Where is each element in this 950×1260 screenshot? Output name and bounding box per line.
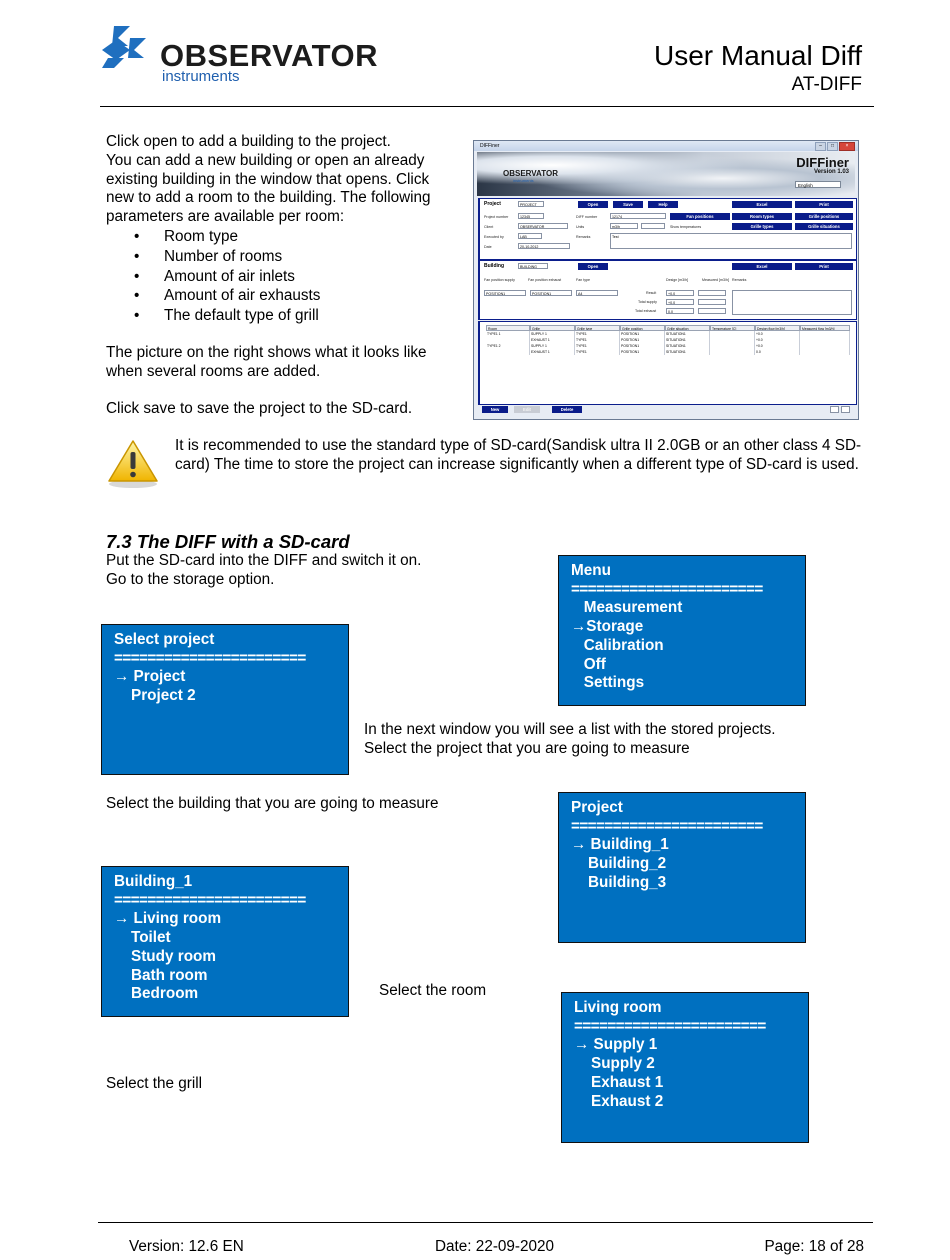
section-intro-line: Go to the storage option. [106, 571, 275, 588]
fan-supply-select[interactable]: POSITION1 [484, 290, 526, 296]
result-label: Total exhaust [635, 309, 657, 313]
grid-cell [710, 349, 755, 355]
screen-separator: ======================= [114, 649, 306, 667]
picture-note [106, 344, 466, 382]
diffiner-screenshot [473, 140, 859, 420]
grid-cell: +0.0 [755, 331, 800, 337]
picture-note-line: when several rooms are added. [106, 362, 321, 380]
select-building-note: Select the building that you are going to measure [106, 795, 439, 812]
scroll-left-icon[interactable] [830, 406, 839, 413]
grid-cell [486, 349, 530, 355]
maximize-icon[interactable]: □ [827, 142, 838, 151]
remarks-field[interactable]: Test [610, 233, 852, 249]
rooms-grid [478, 321, 857, 405]
grid-cell: TYPE1 [575, 343, 620, 349]
menu-item[interactable]: Exhaust 1 [574, 1073, 664, 1091]
screen-title: Menu [571, 562, 611, 579]
date-field[interactable]: 20-10-2012 [518, 243, 570, 249]
grid-header: Grille position [620, 325, 665, 331]
grid-header: Measured flow [m3/h] [800, 325, 850, 331]
building-section-label: Building [484, 263, 504, 269]
window-title: DIFFiner [480, 143, 500, 149]
device-screen-select-project [101, 624, 349, 775]
intro-line: new to add a room to the building. The following [106, 189, 431, 207]
project-section [478, 198, 857, 260]
menu-item[interactable]: Exhaust 2 [574, 1092, 664, 1110]
fan-col-label: Measured [m3/h] [702, 278, 729, 282]
save-note: Click save to save the project to the SD-card. [106, 400, 413, 417]
grid-cell: TYPE1 [575, 349, 620, 355]
screen-title: Building_1 [114, 873, 193, 890]
units-select-2[interactable] [641, 223, 665, 229]
device-screen-building [101, 866, 349, 1017]
next-window-line: Select the project that you are going to measure [364, 739, 690, 757]
units-select[interactable]: m3/h [610, 223, 638, 229]
field-label: Executed by [484, 235, 504, 239]
screen-separator: ======================= [571, 817, 763, 835]
minimize-icon[interactable]: – [815, 142, 826, 151]
footer-version: Version: 12.6 EN [129, 1238, 244, 1255]
menu-item[interactable]: Settings [571, 674, 645, 692]
project-number-field[interactable]: 12345 [518, 213, 544, 219]
menu-item[interactable]: Building_2 [571, 855, 667, 873]
field-label: Units [576, 225, 585, 229]
building-print-button[interactable]: Print [795, 263, 853, 270]
section-heading: 7.3 The DIFF with a SD-card [106, 531, 350, 552]
grid-header: Grille type [575, 325, 620, 331]
help-button[interactable]: Help [648, 201, 678, 208]
fan-col-label: Fan type [576, 278, 590, 282]
header-rule [100, 106, 874, 107]
grid-header: Design flow [m3/h] [755, 325, 800, 331]
menu-item[interactable]: Supply 2 [574, 1055, 655, 1073]
menu-item[interactable]: Project 2 [114, 687, 196, 705]
result-value: +0.0 [666, 299, 694, 305]
room-parameter-list [106, 227, 466, 326]
observator-logo-mark [100, 24, 150, 68]
intro-line: You can add a new building or open an already [106, 151, 425, 169]
grid-cell: +0.0 [755, 343, 800, 349]
menu-item-selected[interactable]: → Supply 1 [574, 1036, 658, 1054]
menu-item[interactable]: Bedroom [114, 985, 199, 1003]
grid-cell: POSITION1 [620, 343, 665, 349]
fan-type-field[interactable]: A4 [576, 290, 618, 296]
room-types-button[interactable]: Room types [732, 213, 792, 220]
grid-cell: SITUATION1 [665, 331, 710, 337]
project-name-field[interactable]: PROJECT [518, 201, 544, 207]
building-remarks-field[interactable] [732, 290, 852, 315]
field-label: Project number [484, 215, 509, 219]
document-title: User Manual Diff [653, 40, 862, 71]
grille-types-button[interactable]: Grille types [732, 223, 792, 230]
device-screen-project [558, 792, 806, 943]
screen-title: Select project [114, 631, 215, 648]
menu-item[interactable]: Off [571, 655, 606, 673]
grid-header: Room [486, 325, 530, 331]
grid-cell: TYPE1 2 [486, 343, 530, 349]
measured-supply [698, 299, 726, 305]
menu-item-selected[interactable]: → Building_1 [571, 836, 669, 854]
fan-exhaust-select[interactable]: POSITION1 [530, 290, 572, 296]
device-screen-menu [558, 555, 806, 706]
grid-cell: POSITION1 [620, 349, 665, 355]
footer-page: Page: 18 of 28 [764, 1238, 864, 1255]
grid-header: Grille situation [665, 325, 710, 331]
select-room-note: Select the room [379, 982, 487, 999]
menu-item-selected[interactable]: → Living room [114, 910, 222, 928]
next-window-note [364, 721, 776, 759]
app-brand [796, 155, 849, 175]
building-name-field[interactable]: BUILDING [518, 263, 548, 269]
client-field[interactable]: OBSERVATOR [518, 223, 568, 229]
executed-by-field[interactable]: LAB [518, 233, 542, 239]
list-item: • Amount of air exhausts [106, 286, 466, 306]
intro-line: Click open to add a building to the project. [106, 133, 391, 150]
grid-cell: SITUATION1 [665, 349, 710, 355]
language-select[interactable]: English [795, 181, 841, 188]
screen-title: Project [571, 799, 623, 816]
grid-cell: 0.0 [755, 349, 800, 355]
grid-cell: SUPPLY 1 [530, 343, 575, 349]
project-section-label: Project [484, 201, 501, 207]
app-name: DIFFiner [796, 155, 849, 170]
next-window-line: In the next window you will see a list with the stored projects. [364, 721, 776, 738]
grid-cell [800, 349, 850, 355]
measured-exhaust [698, 308, 726, 314]
menu-item-selected[interactable]: →Storage [571, 618, 644, 636]
screen-title: Living room [574, 999, 662, 1016]
list-item: • The default type of grill [106, 306, 466, 326]
result-label: Result [646, 291, 657, 295]
grille-positions-button[interactable]: Grille positions [795, 213, 853, 220]
banner-logo-text: OBSERVATOR [503, 169, 558, 178]
grid-cell: POSITION1 [620, 331, 665, 337]
screen-separator: ======================= [571, 580, 763, 598]
grid-cell: EXHAUST 1 [530, 349, 575, 355]
menu-item[interactable]: Study room [114, 947, 216, 965]
grid-header: Temperature [C] [710, 325, 755, 331]
menu-item[interactable]: Toilet [114, 929, 171, 947]
result-value: 0.0 [666, 308, 694, 314]
grid-cell: TYPE1 1 [486, 331, 530, 337]
field-label: DIFF number [576, 215, 598, 219]
print-button[interactable]: Print [795, 201, 853, 208]
fan-col-label: Fan position exhaust [528, 278, 562, 282]
picture-note-line: The picture on the right shows what it looks like [106, 344, 427, 361]
open-building-button[interactable]: Open [578, 263, 608, 270]
diff-number-field[interactable]: 12174 [610, 213, 666, 219]
app-banner [477, 152, 855, 196]
fan-positions-button[interactable]: Fan positions [670, 213, 730, 220]
fan-col-label: Remarks [732, 278, 747, 282]
document-subtitle: AT-DIFF [791, 74, 862, 95]
grid-cell: SITUATION1 [665, 337, 710, 343]
banner-logo [503, 169, 558, 183]
logo-name: OBSERVATOR [160, 38, 379, 73]
app-version: Version 1.03 [813, 169, 849, 175]
warning-icon [106, 437, 160, 489]
fan-col-label: Fan position supply [484, 278, 515, 282]
sd-card-warning: It is recommended to use the standard type of SD-card(Sandisk ultra II 2.0GB or an other class 4 SD-card) The time to store the project can increase significantly when a different type of SD-card is used. [175, 437, 862, 473]
scroll-right-icon[interactable] [841, 406, 850, 413]
banner-logo-sub: instruments [513, 178, 534, 183]
open-project-button[interactable]: Open [578, 201, 608, 208]
list-item: • Amount of air inlets [106, 267, 466, 287]
intro-text [106, 133, 466, 326]
grid-cell: +0.0 [755, 337, 800, 343]
menu-item[interactable]: Bath room [114, 966, 208, 984]
excel-button[interactable]: Excel [732, 201, 792, 208]
grid-cell: SITUATION1 [665, 343, 710, 349]
logo-subtitle: instruments [162, 68, 240, 85]
new-room-button[interactable]: New [482, 406, 508, 413]
list-item: • Room type [106, 227, 466, 247]
field-label: Remarks [576, 235, 591, 239]
fan-col-label: Design [m3/h] [666, 278, 689, 282]
field-label: Date [484, 245, 492, 249]
intro-line: parameters are available per room: [106, 208, 345, 226]
building-excel-button[interactable]: Excel [732, 263, 792, 270]
save-project-button[interactable]: Save [613, 201, 643, 208]
table-row[interactable] [486, 349, 850, 355]
close-icon[interactable]: × [839, 142, 855, 151]
menu-item[interactable]: Measurement [571, 599, 683, 617]
grid-cell: TYPE1 [575, 337, 620, 343]
grid-cell: EXHAUST 1 [530, 337, 575, 343]
footer-rule [98, 1222, 873, 1223]
device-screen-living-room [561, 992, 809, 1143]
list-item: • Number of rooms [106, 247, 466, 267]
footer-date: Date: 22-09-2020 [435, 1238, 555, 1255]
grille-situations-button[interactable]: Grille situations [795, 223, 853, 230]
menu-item[interactable]: Building_3 [571, 873, 667, 891]
result-label: Total supply [638, 300, 657, 304]
menu-item-selected[interactable]: → Project [114, 668, 186, 686]
grid-header: Grille [530, 325, 575, 331]
delete-room-button[interactable]: Delete [552, 406, 582, 413]
grid-cell: POSITION1 [620, 337, 665, 343]
show-temperatures-checkbox[interactable]: Show temperatures [670, 225, 702, 229]
screen-separator: ======================= [114, 891, 306, 909]
select-grill-note: Select the grill [106, 1075, 203, 1092]
measured-result [698, 290, 726, 296]
edit-room-button[interactable]: Edit [514, 406, 540, 413]
screen-separator: ======================= [574, 1017, 766, 1035]
grid-cell: SUPPLY 1 [530, 331, 575, 337]
result-value: +0.0 [666, 290, 694, 296]
window-titlebar [474, 141, 858, 151]
grid-cell: TYPE1 [575, 331, 620, 337]
menu-item[interactable]: Calibration [571, 636, 664, 654]
intro-line: existing building in the window that opens. Click [106, 170, 430, 188]
field-label: Client [484, 225, 494, 229]
building-section [478, 260, 857, 320]
section-intro-line: Put the SD-card into the DIFF and switch it on. [106, 552, 422, 569]
